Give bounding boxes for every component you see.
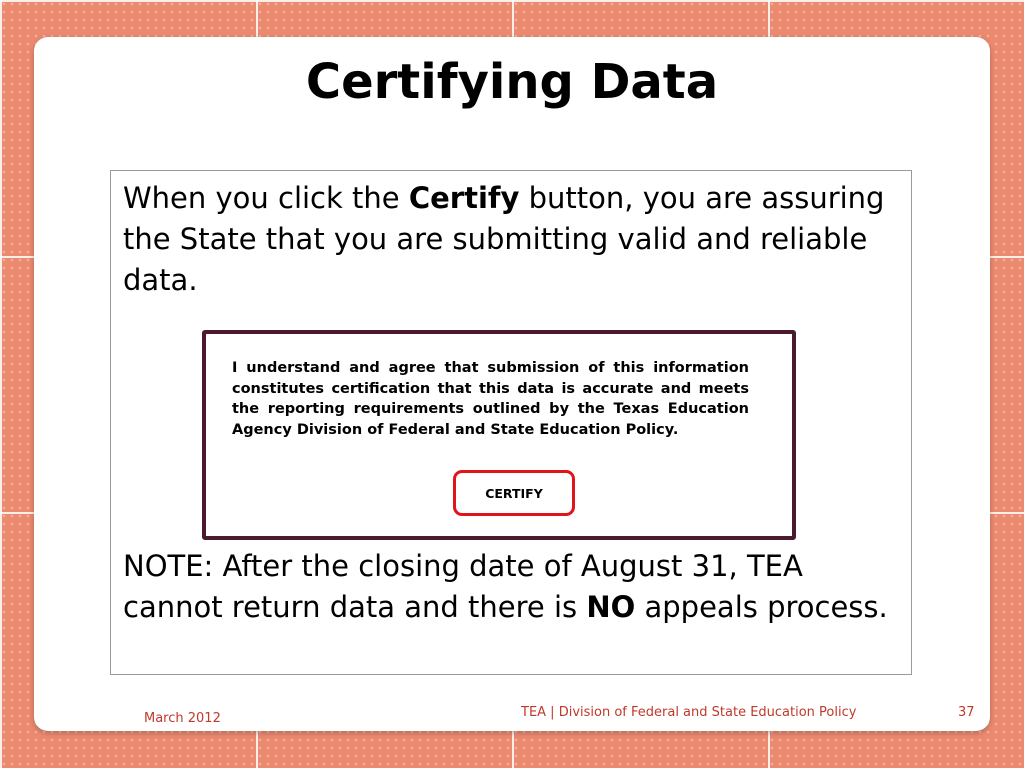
note-no-emphasis: NO (586, 590, 636, 624)
note-text-start: NOTE: After the closing date of August 31, TEA cannot return data and there is (123, 549, 803, 624)
slide-title: Certifying Data (305, 54, 719, 110)
certification-statement: I understand and agree that submission of this information constitutes certification that this data is accurate and meets the reporting requirements outlined by the Texas Education Agency Division of Federal and State Education Policy. (232, 360, 749, 438)
note-text-end: appeals process. (635, 590, 888, 624)
certification-dialog (202, 330, 796, 540)
certify-button[interactable]: CERTIFY (453, 470, 575, 516)
note-paragraph (123, 546, 893, 628)
intro-paragraph (123, 178, 893, 301)
intro-certify-emphasis: Certify (408, 181, 520, 215)
footer-organization: TEA | Division of Federal and State Education Policy (521, 705, 857, 720)
intro-text-end: button, you are assuring the State that you are submitting valid and reliable data. (123, 181, 885, 297)
intro-text-start: When you click the (123, 181, 409, 215)
footer-page-number: 37 (958, 705, 975, 720)
footer-date: March 2012 (144, 711, 221, 726)
